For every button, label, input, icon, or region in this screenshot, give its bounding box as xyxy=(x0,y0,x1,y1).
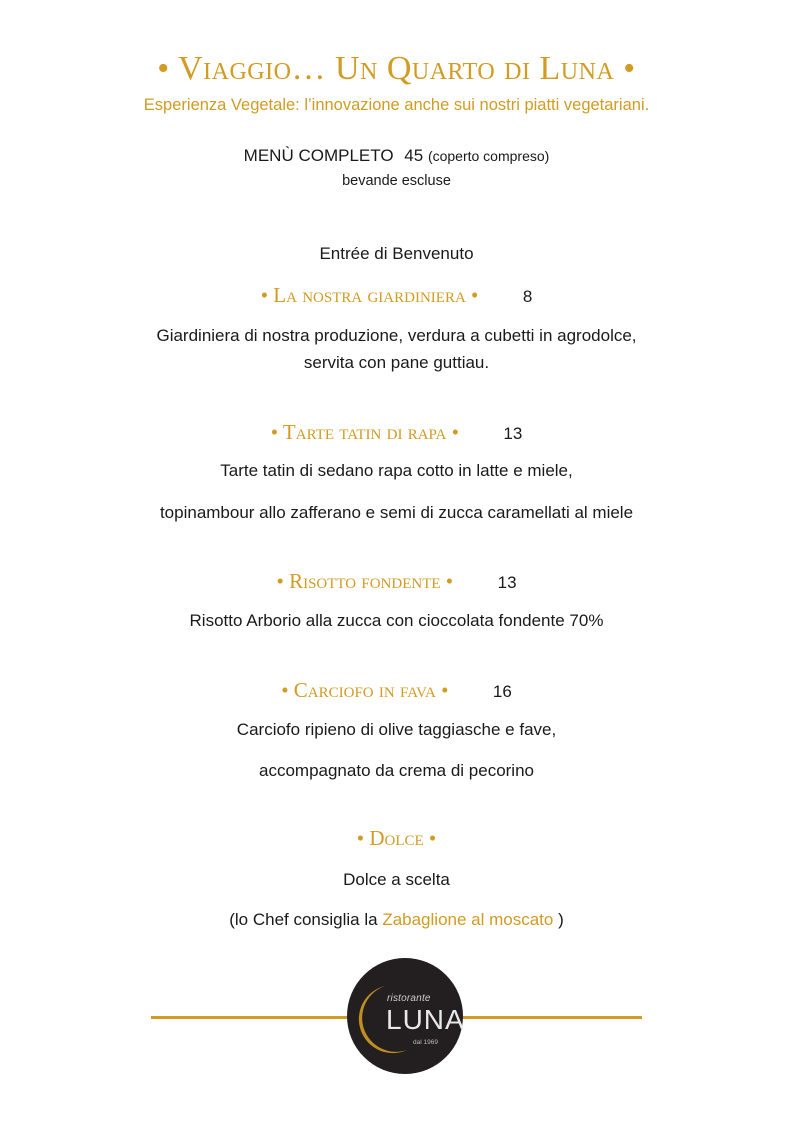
menu-subtitle: Esperienza Vegetale: l’innovazione anche sui nostri piatti vegetariani. xyxy=(143,96,650,114)
dish-description: servita con pane guttiau. xyxy=(303,353,490,372)
logo-name: LUNA xyxy=(386,1004,465,1035)
dish-description: topinambour allo zafferano e semi di zucca caramellati al miele xyxy=(159,503,634,522)
chef-suggestion-highlight: Zabaglione al moscato xyxy=(382,910,554,929)
dish-3-heading xyxy=(0,569,793,594)
dish-description: Carciofo ripieno di olive taggiasche e fave, xyxy=(236,720,557,739)
drinks-note: bevande escluse xyxy=(342,173,451,189)
dessert-name: • Dolce • xyxy=(356,826,437,850)
chef-suggestion-suffix: ) xyxy=(553,910,564,929)
menu-title: • Viaggio… Un Quarto di Luna • xyxy=(157,50,636,87)
chef-suggestion xyxy=(0,910,793,930)
dish-name: • Tarte tatin di rapa • xyxy=(270,420,459,444)
chef-suggestion-prefix: (lo Chef consiglia la xyxy=(229,910,383,929)
dish-price: 8 xyxy=(522,287,533,306)
dish-description: Giardiniera di nostra produzione, verdura a cubetti in agrodolce, xyxy=(156,326,637,345)
intro-line: Entrée di Benvenuto xyxy=(319,244,474,263)
dish-2-heading xyxy=(0,420,793,445)
dessert-description: Dolce a scelta xyxy=(343,870,450,889)
dish-description: Risotto Arborio alla zucca con cioccolata fondente 70% xyxy=(189,611,604,630)
logo-since: dal 1969 xyxy=(413,1039,438,1046)
dish-4-heading xyxy=(0,678,793,703)
dish-price: 13 xyxy=(503,424,523,443)
dish-1-heading xyxy=(0,283,793,308)
cover-note: (coperto compreso) xyxy=(427,148,550,164)
dish-name: • Risotto fondente • xyxy=(276,569,454,593)
dish-name: • La nostra giardiniera • xyxy=(260,283,479,307)
footer-rule-right xyxy=(460,1016,642,1019)
logo-small-text: ristorante xyxy=(387,993,431,1004)
menu-price-line xyxy=(0,146,793,166)
dish-name: • Carciofo in fava • xyxy=(281,678,449,702)
dish-price: 13 xyxy=(497,573,517,592)
dish-description: accompagnato da crema di pecorino xyxy=(259,761,534,780)
restaurant-logo xyxy=(347,958,463,1074)
dish-description: Tarte tatin di sedano rapa cotto in latte e miele, xyxy=(220,461,573,480)
footer-rule-left xyxy=(151,1016,351,1019)
dish-price: 16 xyxy=(492,682,512,701)
menu-price: 45 xyxy=(404,146,424,165)
dessert-heading xyxy=(0,826,793,851)
menu-label: MENÙ COMPLETO xyxy=(243,146,394,165)
